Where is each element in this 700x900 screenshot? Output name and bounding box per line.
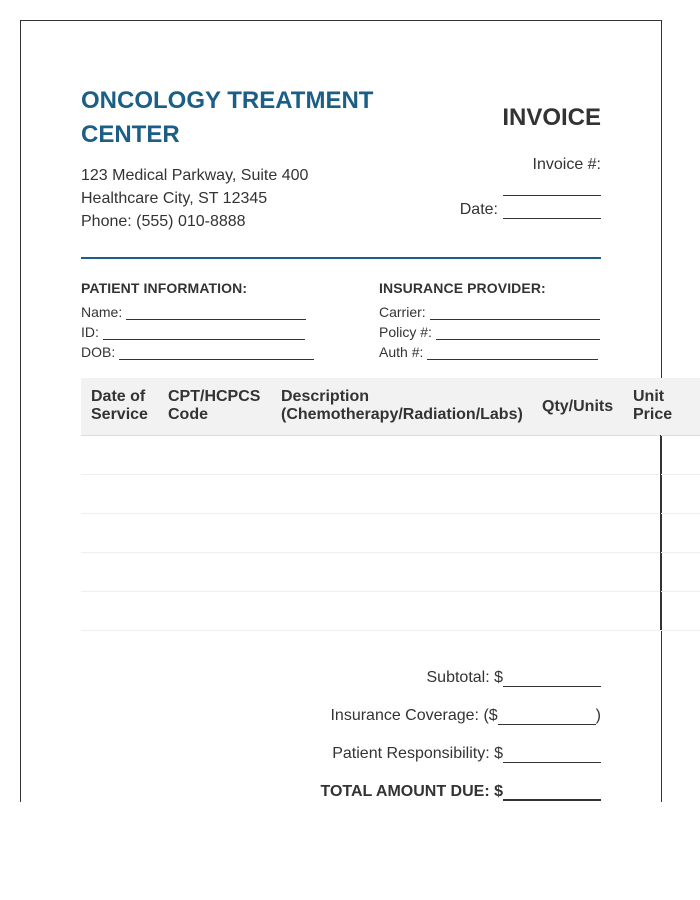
table-row[interactable] <box>81 475 700 514</box>
insurance-provider-heading: INSURANCE PROVIDER: <box>379 280 546 296</box>
insurance-coverage-row <box>320 687 601 725</box>
auth-field[interactable] <box>427 347 598 360</box>
patient-information-section <box>81 280 314 360</box>
table-row[interactable] <box>81 436 700 475</box>
header-date-of-service: Date of Service <box>91 388 148 423</box>
carrier-row <box>379 300 600 320</box>
insurance-coverage-label: Insurance Coverage: ($ <box>330 707 498 724</box>
patient-name-label: Name: <box>81 304 123 320</box>
clinic-phone: Phone: (555) 010-8888 <box>81 213 246 230</box>
subtotal-label: Subtotal: $ <box>426 669 503 686</box>
clinic-address <box>81 164 308 233</box>
subtotal-row <box>320 649 601 687</box>
invoice-number-field[interactable] <box>503 179 601 196</box>
clinic-name: ONCOLOGY TREATMENT CENTER <box>81 87 374 148</box>
policy-field[interactable] <box>436 327 600 340</box>
patient-dob-label: DOB: <box>81 344 116 360</box>
insurance-coverage-field[interactable] <box>498 709 596 725</box>
header-divider <box>81 257 601 259</box>
services-table <box>81 378 700 631</box>
total-due-row <box>320 763 601 801</box>
totals-section <box>320 649 601 801</box>
carrier-label: Carrier: <box>379 304 426 320</box>
table-row[interactable] <box>81 592 700 631</box>
header-unit-price: Unit Price <box>633 388 673 423</box>
patient-name-row <box>81 300 314 320</box>
patient-dob-field[interactable] <box>119 347 314 360</box>
patient-id-row <box>81 320 314 340</box>
invoice-date-label: Date: <box>459 201 498 218</box>
insurance-coverage-close: ) <box>595 707 601 724</box>
auth-label: Auth #: <box>379 344 424 360</box>
address-line-1: 123 Medical Parkway, Suite 400 <box>81 167 309 184</box>
patient-responsibility-field[interactable] <box>503 747 601 763</box>
invoice-page <box>20 20 673 802</box>
invoice-number-label: Invoice #: <box>532 156 601 173</box>
table-row[interactable] <box>81 514 700 553</box>
policy-row <box>379 320 600 340</box>
patient-id-label: ID: <box>81 324 99 340</box>
policy-label: Policy #: <box>379 324 432 340</box>
subtotal-field[interactable] <box>503 671 601 687</box>
header-cpt-code: CPT/HCPCS Code <box>168 388 261 423</box>
header-qty-units: Qty/Units <box>542 398 614 415</box>
patient-information-heading: PATIENT INFORMATION: <box>81 280 248 296</box>
table-row[interactable] <box>81 553 700 592</box>
invoice-title: INVOICE <box>502 104 601 131</box>
patient-id-field[interactable] <box>103 327 305 340</box>
invoice-date-field[interactable] <box>503 203 601 219</box>
patient-dob-row <box>81 340 314 360</box>
total-due-label: TOTAL AMOUNT DUE: $ <box>320 783 503 800</box>
services-table-header <box>81 378 700 436</box>
carrier-field[interactable] <box>430 307 600 320</box>
address-line-2: Healthcare City, ST 12345 <box>81 190 268 207</box>
column-divider <box>660 435 661 630</box>
patient-responsibility-label: Patient Responsibility: $ <box>332 745 503 762</box>
patient-name-field[interactable] <box>126 307 306 320</box>
invoice-date-row <box>460 201 601 219</box>
auth-row <box>379 340 600 360</box>
total-due-field[interactable] <box>503 785 601 801</box>
insurance-provider-section <box>379 280 600 360</box>
patient-responsibility-row <box>320 725 601 763</box>
header-description: Description (Chemotherapy/Radiation/Labs) <box>281 388 523 423</box>
